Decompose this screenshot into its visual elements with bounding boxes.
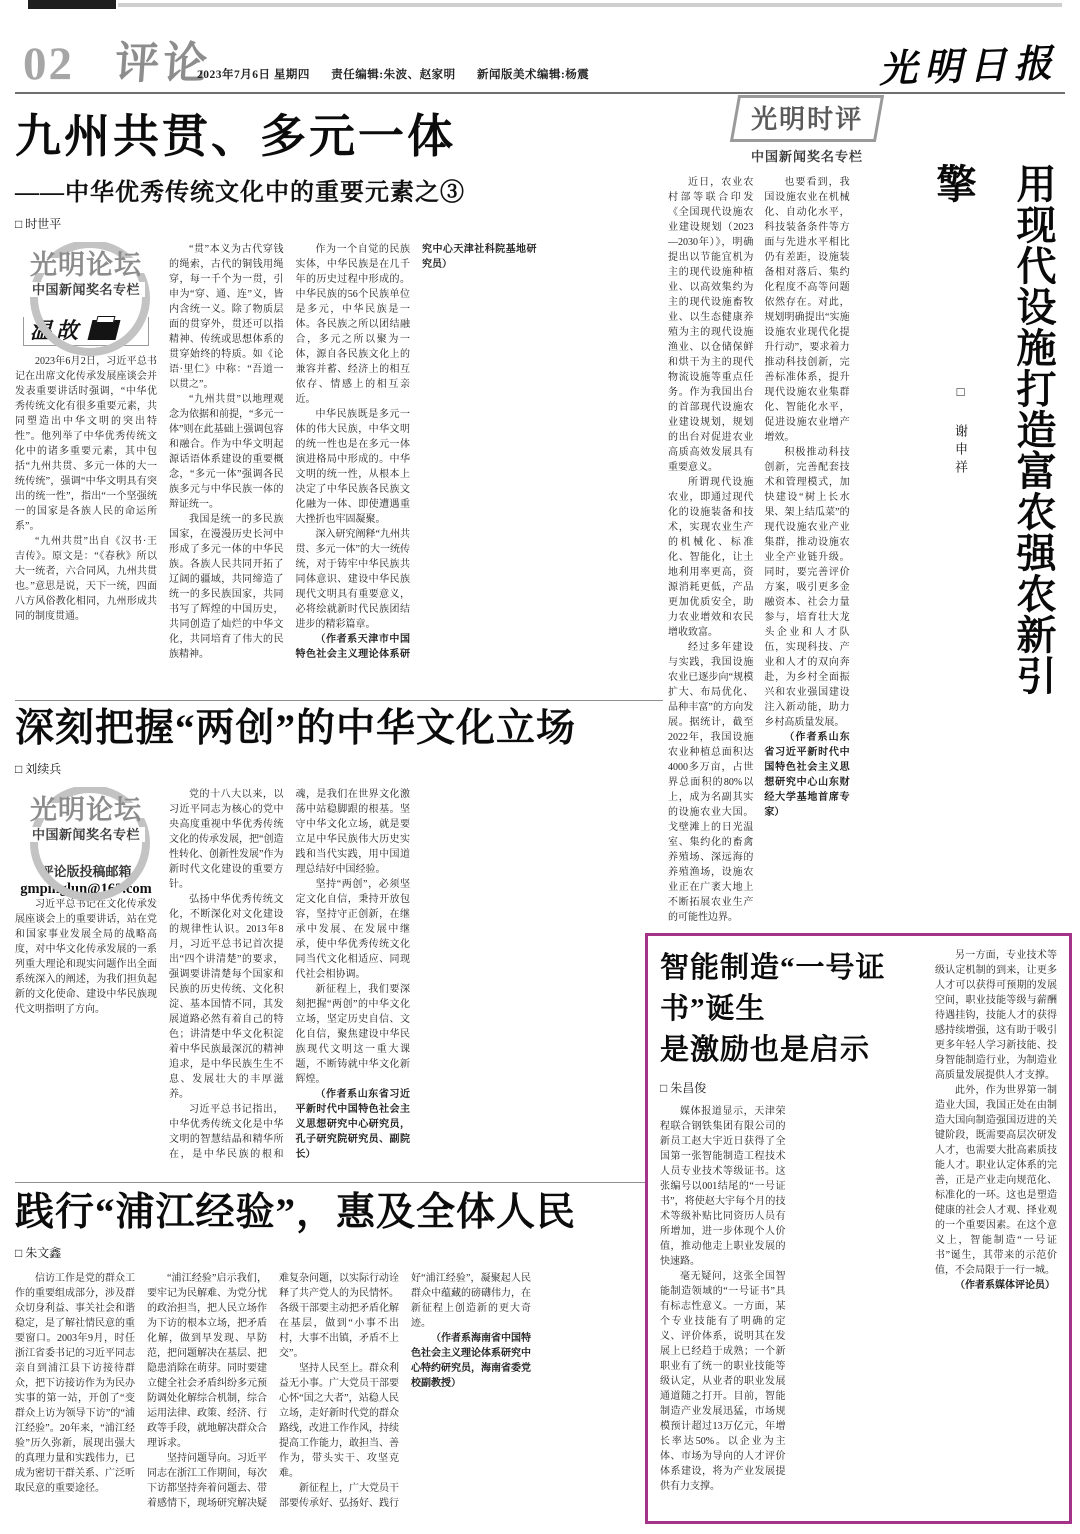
shiping-badge-frame	[730, 95, 884, 142]
article-1-subtitle: ——中华优秀传统文化中的重要元素之③	[15, 180, 465, 206]
article-5-title	[660, 948, 922, 1071]
guangming-forum-badge-2	[20, 789, 152, 852]
date-weekday: 2023年7月6日 星期四	[197, 69, 310, 81]
article-3-body	[15, 1271, 663, 1523]
paragraph: 经过多年建设与实践，我国设施农业已逐步向“规模扩大、布局优化、品种丰富”的方向发展。据统计，截至2022年，我国设施农业种植总面积达4000多万亩，占世界总面积的80%以上，成为名副其实的设施农业大国。戈壁滩上的日光温室、集约化的畜禽养殖场、深远海的养殖渔场，设施农业正在广袤大地上不断拓展农业生产的可能性边界。	[668, 642, 754, 923]
shiping-badge-title: 光明时评	[751, 105, 864, 134]
paragraph: 坚持人民至上。群众利益无小事。广大党员干部要心怀“国之大者”，站稳人民立场，走好新时代党的群众路线，改进工作作风，持续提高工作能力，敢担当、善作为，带头实干、攻坚克难。	[279, 1363, 399, 1479]
paragraph: 另一方面，专业技术等级认定机制的到来，让更多人才可以获得可预期的发展空间，职业技能等级与薪酬待遇挂钩，技能人才的获得感持续增强，这有助于吸引更多年轻人学习新技能、投身智能制造行业，为制造业高质量发展提供人才支撑。	[935, 950, 1057, 1081]
art-editor: 新闻版美术编辑:杨震	[476, 69, 590, 81]
paragraph: 新征程上，广大党员干部要传承好、弘扬好、践行好“浦江经验”，凝聚起人民群众中蕴藏的磅礴伟力，在新征程上创造新的更大奇迹。	[279, 1273, 531, 1509]
paragraph: 党的十八大以来，以习近平同志为核心的党中央高度重视中华优秀传统文化的传承发展，把“创造性转化、创新性发展”作为新时代文化建设的重要方针。	[169, 789, 284, 890]
top-edge-strip-light	[118, 3, 1062, 7]
responsible-editors: 责任编辑:朱波、赵家明	[331, 69, 456, 81]
top-edge-strip-dark	[28, 0, 116, 9]
paragraph: 习近平总书记指出，中华优秀传统文化是中华文明的智慧结晶和精华所在，是中华民族的根和魂，是我们在世界文化激荡中站稳脚跟的根基。坚守中华文化立场，就是要立足中华民族伟大历史实践和当代实践，用中国道理总结好中国经验。	[169, 789, 410, 1160]
article-1-title: 九州共贯、多元一体	[15, 111, 456, 162]
section-title: 评论	[113, 39, 213, 88]
article-1-byline: □ 时世平	[15, 217, 62, 231]
article-5-right-column	[935, 948, 1057, 1509]
paragraph: “贯”本义为古代穿钱的绳索，古代的铜钱用绳穿，每一千个为一贯，引申为“穿、通、连”义，皆内含统一义。除了物质层面的贯穿外，贯还可以指精神、传统或思想体系的贯穿始终的特质。如《论语·里仁》中称：“吾道一以贯之”。	[169, 244, 284, 390]
paragraph: 信访工作是党的群众工作的重要组成部分，涉及群众切身利益、事关社会和谐稳定，是了解社情民意的重要窗口。2003年9月，时任浙江省委书记的习近平同志亲自到浦江县下访接待群众，把下访接访作为为民办实事的第一站，开创了“变群众上访为领导下访”的“浦江经验”。20年来，“浦江经验”历久弥新，展现出强大的真理力量和实践伟力，已成为密切干群关系、广泛听取民意的重要途径。	[15, 1273, 135, 1494]
article-3-title: 践行“浦江经验”，惠及全体人民	[15, 1191, 577, 1234]
mailbox-address: gmpinglun@163.com	[20, 881, 152, 897]
article-4-attribution: （作者系山东省习近平新时代中国特色社会主义思想研究中心山东财经大学基地首席专家）	[764, 732, 850, 818]
masthead-logo: 光明日报	[878, 42, 1060, 92]
article-3	[15, 1190, 663, 1526]
article-1-body	[15, 242, 663, 688]
paragraph: 积极推动科技创新，完善配套技术和管理模式，加快建设“树上长水果、架上结瓜菜”的现代设施农业产业集群，推动设施农业全产业链升级。同时，要完善评价方案，吸引更多金融资本、社会力量参与，培育壮大龙头企业和人才队伍，实现科技、产业和人才的双向奔赴，为乡村全面振兴和农业强国建设注入新动能，助力乡村高质量发展。	[764, 447, 850, 728]
forum-badge-subtitle: 中国新闻奖名专栏	[27, 282, 145, 297]
article-1-attribution: （作者系天津市中国特色社会主义理论体系研究中心天津社科院基地研究员）	[295, 244, 537, 660]
article-2-first-column	[15, 787, 157, 1169]
article-5-left	[660, 948, 922, 1509]
paragraph: 我国是统一的多民族国家，在漫漫历史长河中形成了多元一体的中华民族。各族人民共同开拓了辽阔的疆域，共同缔造了统一的多民族国家，共同书写了辉煌的中国历史，共同创造了灿烂的中华文化，共同培育了伟大的民族精神。	[169, 514, 284, 660]
article-2-columns	[169, 787, 663, 1169]
article-2-byline: □ 刘续兵	[15, 762, 62, 776]
paragraph: 也要看到，我国设施农业在机械化、自动化水平，科技装备条件等方面与先进水平相比仍有差距，设施装备相对落后、集约化程度不高等问题依然存在。对此，规划明确提出“实施设施农业现代化提升行动”，要求着力推动科技创新，完善标准体系，提升现代设施农业集群化、智能化水平，促进设施农业增产增效。	[764, 177, 850, 443]
divider-rule	[15, 1182, 663, 1183]
article-3-attribution: （作者系海南省中国特色社会主义理论体系研究中心特约研究员，海南省委党校副教授）	[411, 1333, 531, 1389]
mailbox-label: 评论版投稿邮箱	[40, 864, 132, 879]
page-header	[15, 14, 1065, 94]
guangming-shiping-badge	[712, 95, 902, 165]
paragraph: “浦江经验”启示我们，要牢记为民解难、为党分忧的政治担当，把人民立场作为下访的根本立场，把矛盾化解，做到早发现、早防范，把问题解决在基层、把隐患消除在萌芽。同时要建立健全社会矛盾纠纷多元预防调处化解综合机制，综合运用法律、政策、经济、行政等手段，就地解决群众合理诉求。	[147, 1273, 267, 1449]
article-2-title: 深刻把握“两创”的中华文化立场	[15, 707, 577, 750]
forum-badge-title: 光明论坛	[30, 795, 142, 825]
forum-badge-subtitle: 中国新闻奖名专栏	[27, 827, 145, 842]
article-4	[668, 95, 946, 931]
paragraph: 坚持“两创”，必须坚定文化自信，秉持开放包容，坚持守正创新，在继承中发展、在发展中继承，使中华优秀传统文化同当代文化相适应、同现代社会相协调。	[295, 879, 410, 980]
article-5-byline: □ 朱昌俊	[660, 1081, 707, 1095]
guangming-forum-badge	[20, 244, 152, 307]
paragraph: 习近平总书记在文化传承发展座谈会上的重要讲话，站在党和国家事业发展全局的战略高度，对中华文化传承发展的一系列重大理论和现实问题作出全面系统深入的阐述，为我们担负起新的文化使命、建设中华民族现代文明指明了方向。	[15, 899, 157, 1015]
article-3-byline: □ 朱文鑫	[15, 1246, 62, 1260]
article-1	[15, 110, 663, 696]
article-2-attribution: （作者系山东省习近平新时代中国特色社会主义思想研究中心研究员，孔子研究院研究员、副院长）	[295, 1089, 410, 1160]
paragraph: 坚持问题导向。习近平同志在浙江工作期间，每次下访都坚持奔着问题去、带着感情下，现场研究解决疑难复杂问题，以实际行动诠释了共产党人的为民情怀。各级干部要主动把矛盾化解在基层，做到“小事不出村，大事不出镇，矛盾不上交”。	[147, 1273, 399, 1509]
paragraph: “九州共贯”以地理观念为依据和前提，“多元一体”则在此基础上强调包容和融合。作为中华文明起源话语体系建设的重要概念，“多元一体”强调各民族多元与中华民族一体的辩证统一。	[169, 394, 284, 510]
paragraph: 作为一个自觉的民族实体，中华民族是在几千年的历史过程中形成的。中华民族的56个民族单位是多元，中华民族是一体。各民族之所以团结融合，多元之所以聚为一体，源自各民族文化上的兼容并蓄、经济上的相互依存、情感上的相互亲近。	[295, 244, 410, 405]
paragraph: 近日，农业农村部等联合印发《全国现代设施农业建设规划（2023—2030年）》，明确提出以节能宜机为主的现代设施种植业、以高效集约为主的现代设施畜牧业、以生态健康养殖为主的现代设施渔业、以仓储保鲜和烘干为主的现代物流设施等重点任务。作为我国出台的首部现代设施农业建设规划，规划的出台对促进农业高质高效发展具有重要意义。	[668, 177, 754, 473]
divider-rule	[15, 700, 663, 701]
dateline	[197, 66, 607, 82]
paragraph: 2023年6月2日，习近平总书记在出席文化传承发展座谈会并发表重要讲话时强调，“中华优秀传统文化有很多重要元素，共同塑造出中华文明的突出特性”。他列举了中华优秀传统文化中的诸多重要元素，其中包括“九州共贯、多元一体的大一统传统”，强调“中华文明具有突出的统一性”，指出“一个坚强统一的国家是各族人民的命运所系”。	[15, 356, 157, 532]
paragraph: 深入研究阐释“九州共贯、多元一体”的大一统传统，对于铸牢中华民族共同体意识、建设中华民族现代文明具有重要意义，必将绘就新时代民族团结进步的精彩篇章。	[295, 529, 410, 630]
article-4-title: 用现代设施打造富农强农新引擎	[931, 163, 1056, 696]
article-1-columns	[169, 242, 663, 688]
page-number: 02	[23, 38, 74, 90]
forum-badge-title: 光明论坛	[30, 250, 142, 280]
paragraph: 毫无疑问，这张全国智能制造领域的“一号证书”具有标志性意义。一方面，某个专业技能有了明确的定义、评价体系，说明其在发展上已经趋于成熟；一个新职业有了统一的职业技能等级认定，从业者的职业发展通道随之打开。目前，智能制造产业发展迅猛，市场规模预计超过13万亿元，年增长率达50%。以企业为主体、市场为导向的人才评价体系建设，将为产业发展提供有力支撑。	[660, 1271, 786, 1492]
paragraph: 中华民族既是多元一体的伟大民族，中华文明的统一性也是在多元一体演进格局中形成的。中华文明的统一性，从根本上决定了中华民族各民族文化融为一体、即使遭遇重大挫折也牢固凝聚。	[295, 409, 410, 525]
paragraph: 弘扬中华优秀传统文化，不断深化对文化建设的规律性认识。2013年8月，习近平总书记首次提出“四个讲清楚”的要求，强调要讲清楚每个国家和民族的历史传统、文化积淀、基本国情不同，其发展道路必然有着自己的特色；讲清楚中华文化积淀着中华民族最深沉的精神追求，是中华民族生生不息、发展壮大的丰厚滋养。	[169, 894, 284, 1100]
paragraph: 媒体报道显示，天津荣程联合钢铁集团有限公司的新员工赵大宇近日获得了全国第一张智能制造工程技术人员专业技术等级证书。这张编号以001结尾的“一号证书”，将使赵大宇每个月的技术等级补贴比同资历人员有所增加，进一步体现个人价值，推动他走上职业发展的快速路。	[660, 1106, 786, 1267]
shiping-badge-subtitle: 中国新闻奖名专栏	[750, 149, 863, 164]
paragraph: 新征程上，我们要深刻把握“两创”的中华文化立场，坚定历史自信、文化自信，聚焦建设中华民族现代文明这一重大课题，不断铸就中华文化新辉煌。	[295, 984, 410, 1085]
article-5-highlight-box	[645, 933, 1072, 1524]
article-2-body	[15, 787, 663, 1169]
article-5-attribution: （作者系媒体评论员）	[955, 1280, 1055, 1291]
article-5-columns	[660, 1104, 922, 1509]
paragraph: 所谓现代设施农业，即通过现代化的设施装备和技术，实现农业生产的机械化、标准化、智能化，让土地利用率更高，资源消耗更低，产品更加优质安全，助力农业增效和农民增收致富。	[668, 477, 754, 638]
article-5-title-line1: 智能制造“一号证书”诞生	[660, 952, 886, 1025]
article-5-title-line2: 是激励也是启示	[660, 1034, 871, 1066]
wengu-label: 温故	[30, 317, 83, 343]
paragraph: “九州共贯”出自《汉书·王吉传》。原文是：“《春秋》所以大一统者，六合同风，九州共贯也。”意思是说，天下一统，四面八方风俗教化相同，九州形成共同的制度贯通。	[15, 536, 157, 622]
article-3-columns	[15, 1271, 663, 1523]
article-4-byline: □ 谢申祥	[953, 384, 968, 478]
book-icon	[88, 320, 121, 340]
paragraph: 此外，作为世界第一制造业大国，我国正处在由制造大国向制造强国迈进的关键阶段，既需要高层次研发人才，也需要大批高素质技能人才。职业认定体系的完善，正是产业走向规范化、标准化的一环。这也是塑造健康的社会人才观、择业观的一个重要因素。在这个意义上，智能制造“一号证书”诞生，其带来的示范价值，不会局限于一行一城。	[935, 1085, 1057, 1276]
article-2	[15, 706, 663, 1178]
article-1-first-column	[15, 242, 157, 688]
article-4-columns	[668, 175, 946, 927]
